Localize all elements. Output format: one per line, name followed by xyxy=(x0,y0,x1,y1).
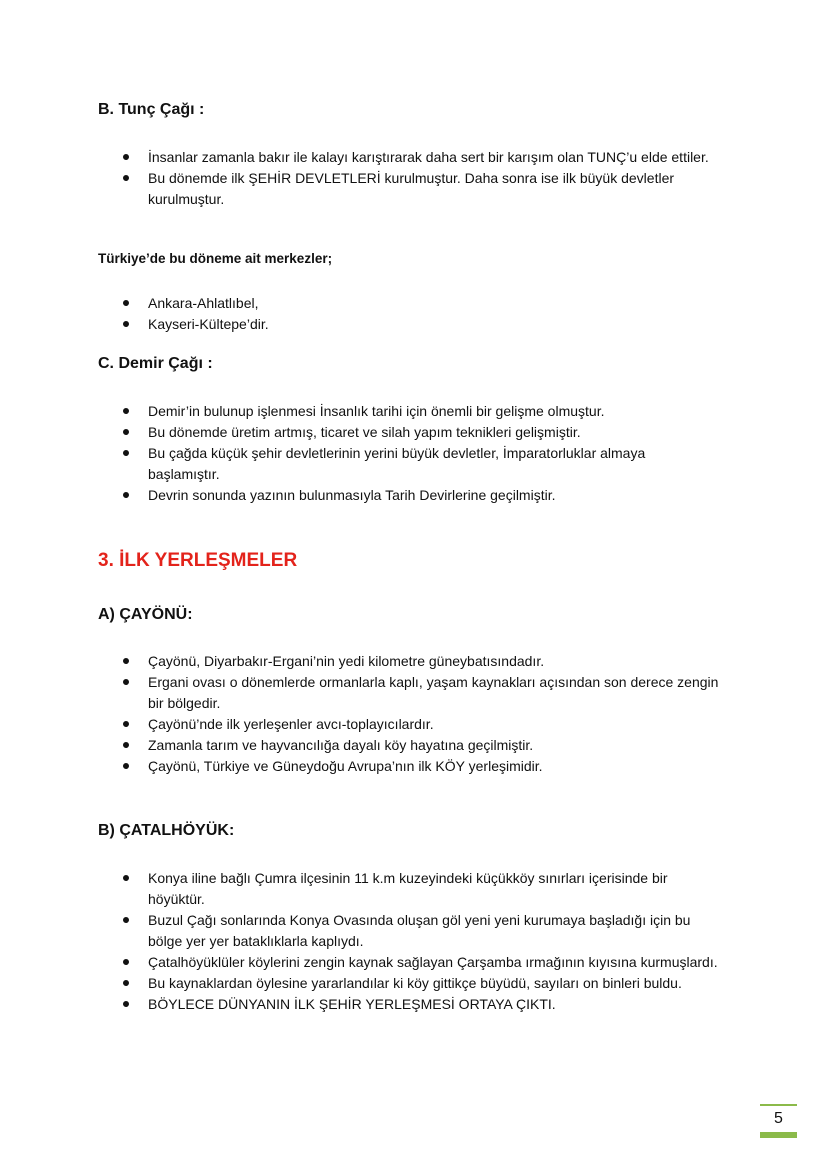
list-item: Bu dönemde ilk ŞEHİR DEVLETLERİ kurulmuştur. Daha sonra ise ilk büyük devletler kurulmuştur. xyxy=(120,168,720,210)
list-item: Çayönü, Diyarbakır-Ergani’nin yedi kilometre güneybatısındadır. xyxy=(120,651,720,672)
tunc-centers-heading: Türkiye’de bu döneme ait merkezler; xyxy=(98,251,333,266)
cayonu-heading: A) ÇAYÖNÜ: xyxy=(98,606,193,623)
list-item: Kayseri-Kültepe’dir. xyxy=(120,314,720,335)
catalhoyuk-list xyxy=(120,868,720,1015)
list-item: Bu kaynaklardan öylesine yararlandılar ki köy gittikçe büyüdü, sayıları on binleri buldu. xyxy=(120,973,720,994)
tunc-centers-list xyxy=(120,293,720,335)
list-item: Çayönü, Türkiye ve Güneydoğu Avrupa’nın ilk KÖY yerleşimidir. xyxy=(120,756,720,777)
section-title: 3. İLK YERLEŞMELER xyxy=(98,550,298,571)
list-item: Bu dönemde üretim artmış, ticaret ve silah yapım teknikleri gelişmiştir. xyxy=(120,422,720,443)
list-item: Devrin sonunda yazının bulunmasıyla Tarih Devirlerine geçilmiştir. xyxy=(120,485,720,506)
catalhoyuk-heading: B) ÇATALHÖYÜK: xyxy=(98,822,235,839)
cayonu-list xyxy=(120,651,720,777)
list-item: BÖYLECE DÜNYANIN İLK ŞEHİR YERLEŞMESİ ORTAYA ÇIKTI. xyxy=(120,994,720,1015)
list-item: Demir’in bulunup işlenmesi İnsanlık tarihi için önemli bir gelişme olmuştur. xyxy=(120,401,720,422)
tunc-list xyxy=(120,147,720,210)
list-item: Ergani ovası o dönemlerde ormanlarla kaplı, yaşam kaynakları açısından son derece zengin bir bölgedir. xyxy=(120,672,720,714)
list-item: Ankara-Ahlatlıbel, xyxy=(120,293,720,314)
demir-list xyxy=(120,401,720,506)
page-number: 5 xyxy=(760,1104,797,1138)
list-item: Çayönü’nde ilk yerleşenler avcı-toplayıcılardır. xyxy=(120,714,720,735)
list-item: Bu çağda küçük şehir devletlerinin yerini büyük devletler, İmparatorluklar almaya başlamıştır. xyxy=(120,443,720,485)
list-item: Çatalhöyüklüler köylerini zengin kaynak sağlayan Çarşamba ırmağının kıyısına kurmuşlardı. xyxy=(120,952,720,973)
demir-heading: C. Demir Çağı : xyxy=(98,355,213,372)
list-item: Konya iline bağlı Çumra ilçesinin 11 k.m kuzeyindeki küçükköy sınırları içerisinde bir höyüktür. xyxy=(120,868,720,910)
list-item: Buzul Çağı sonlarında Konya Ovasında oluşan göl yeni yeni kurumaya başladığı için bu bölge yer yer bataklıklarla kaplıydı. xyxy=(120,910,720,952)
list-item: Zamanla tarım ve hayvancılığa dayalı köy hayatına geçilmiştir. xyxy=(120,735,720,756)
list-item: İnsanlar zamanla bakır ile kalayı karıştırarak daha sert bir karışım olan TUNÇ’u elde ettiler. xyxy=(120,147,720,168)
tunc-heading: B. Tunç Çağı : xyxy=(98,101,205,118)
